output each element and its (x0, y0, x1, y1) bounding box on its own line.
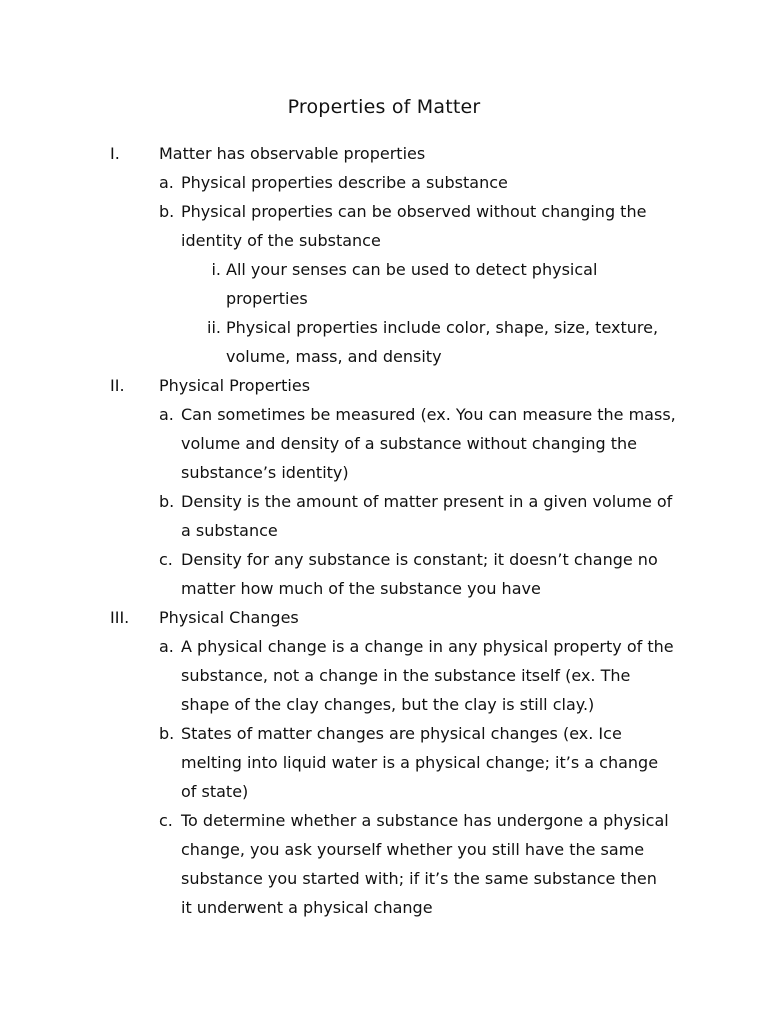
section-marker: II. (110, 376, 125, 395)
item-marker: c. (159, 811, 173, 830)
item-text-line: change, you ask yourself whether you still have the same (181, 840, 645, 859)
list-item-continuation (0, 690, 768, 719)
item-text-line: States of matter changes are physical changes (ex. Ice (181, 724, 622, 743)
list-item-continuation (0, 893, 768, 922)
item-text-line: volume and density of a substance without changing the (181, 434, 637, 453)
page-title: Properties of Matter (287, 96, 481, 118)
outline (0, 139, 768, 922)
sub-list-item (0, 255, 768, 284)
list-item-continuation (0, 835, 768, 864)
item-marker: a. (159, 173, 174, 192)
item-text-line: of state) (181, 782, 249, 801)
item-text-line: Physical properties describe a substance (181, 173, 508, 192)
list-item-continuation (0, 574, 768, 603)
item-text-line: A physical change is a change in any physical property of the (181, 637, 674, 656)
subitem-marker: i. (211, 260, 221, 279)
item-text-line: identity of the substance (181, 231, 381, 250)
list-item-continuation (0, 748, 768, 777)
subitem-text-line: All your senses can be used to detect physical (226, 260, 598, 279)
list-item (0, 806, 768, 835)
item-marker: b. (159, 492, 175, 511)
section-marker: I. (110, 144, 120, 163)
list-item (0, 545, 768, 574)
list-item-continuation (0, 864, 768, 893)
list-item (0, 632, 768, 661)
list-item-continuation (0, 661, 768, 690)
sub-list-item-continuation (0, 342, 768, 371)
list-item-continuation (0, 429, 768, 458)
subitem-text-line: Physical properties include color, shape, size, texture, (226, 318, 659, 337)
section-heading (0, 603, 768, 632)
list-item-continuation (0, 516, 768, 545)
item-marker: c. (159, 550, 173, 569)
item-text-line: shape of the clay changes, but the clay is still clay.) (181, 695, 595, 714)
item-text-line: Density for any substance is constant; it doesn’t change no (181, 550, 658, 569)
sub-list-item-continuation (0, 284, 768, 313)
subitem-text-line: properties (226, 289, 308, 308)
item-marker: b. (159, 724, 175, 743)
section-heading (0, 139, 768, 168)
subitem-marker: ii. (207, 318, 221, 337)
section-heading-text: Physical Properties (159, 376, 311, 395)
list-item (0, 400, 768, 429)
item-text-line: substance, not a change in the substance itself (ex. The (181, 666, 631, 685)
item-text-line: Density is the amount of matter present in a given volume of (181, 492, 673, 511)
subitem-text-line: volume, mass, and density (226, 347, 442, 366)
list-item (0, 719, 768, 748)
list-item-continuation (0, 777, 768, 806)
item-text-line: substance’s identity) (181, 463, 349, 482)
item-text-line: melting into liquid water is a physical change; it’s a change (181, 753, 659, 772)
section-heading-text: Physical Changes (159, 608, 299, 627)
list-item (0, 197, 768, 226)
item-marker: a. (159, 637, 174, 656)
section-marker: III. (110, 608, 130, 627)
section-heading (0, 371, 768, 400)
item-text-line: matter how much of the substance you have (181, 579, 541, 598)
item-text-line: it underwent a physical change (181, 898, 433, 917)
sub-list-item (0, 313, 768, 342)
list-item (0, 487, 768, 516)
item-text-line: substance you started with; if it’s the same substance then (181, 869, 657, 888)
section-heading-text: Matter has observable properties (159, 144, 426, 163)
item-marker: b. (159, 202, 175, 221)
list-item-continuation (0, 458, 768, 487)
list-item-continuation (0, 226, 768, 255)
item-marker: a. (159, 405, 174, 424)
item-text-line: Physical properties can be observed without changing the (181, 202, 647, 221)
list-item (0, 168, 768, 197)
item-text-line: To determine whether a substance has undergone a physical (181, 811, 669, 830)
item-text-line: a substance (181, 521, 278, 540)
item-text-line: Can sometimes be measured (ex. You can measure the mass, (181, 405, 676, 424)
